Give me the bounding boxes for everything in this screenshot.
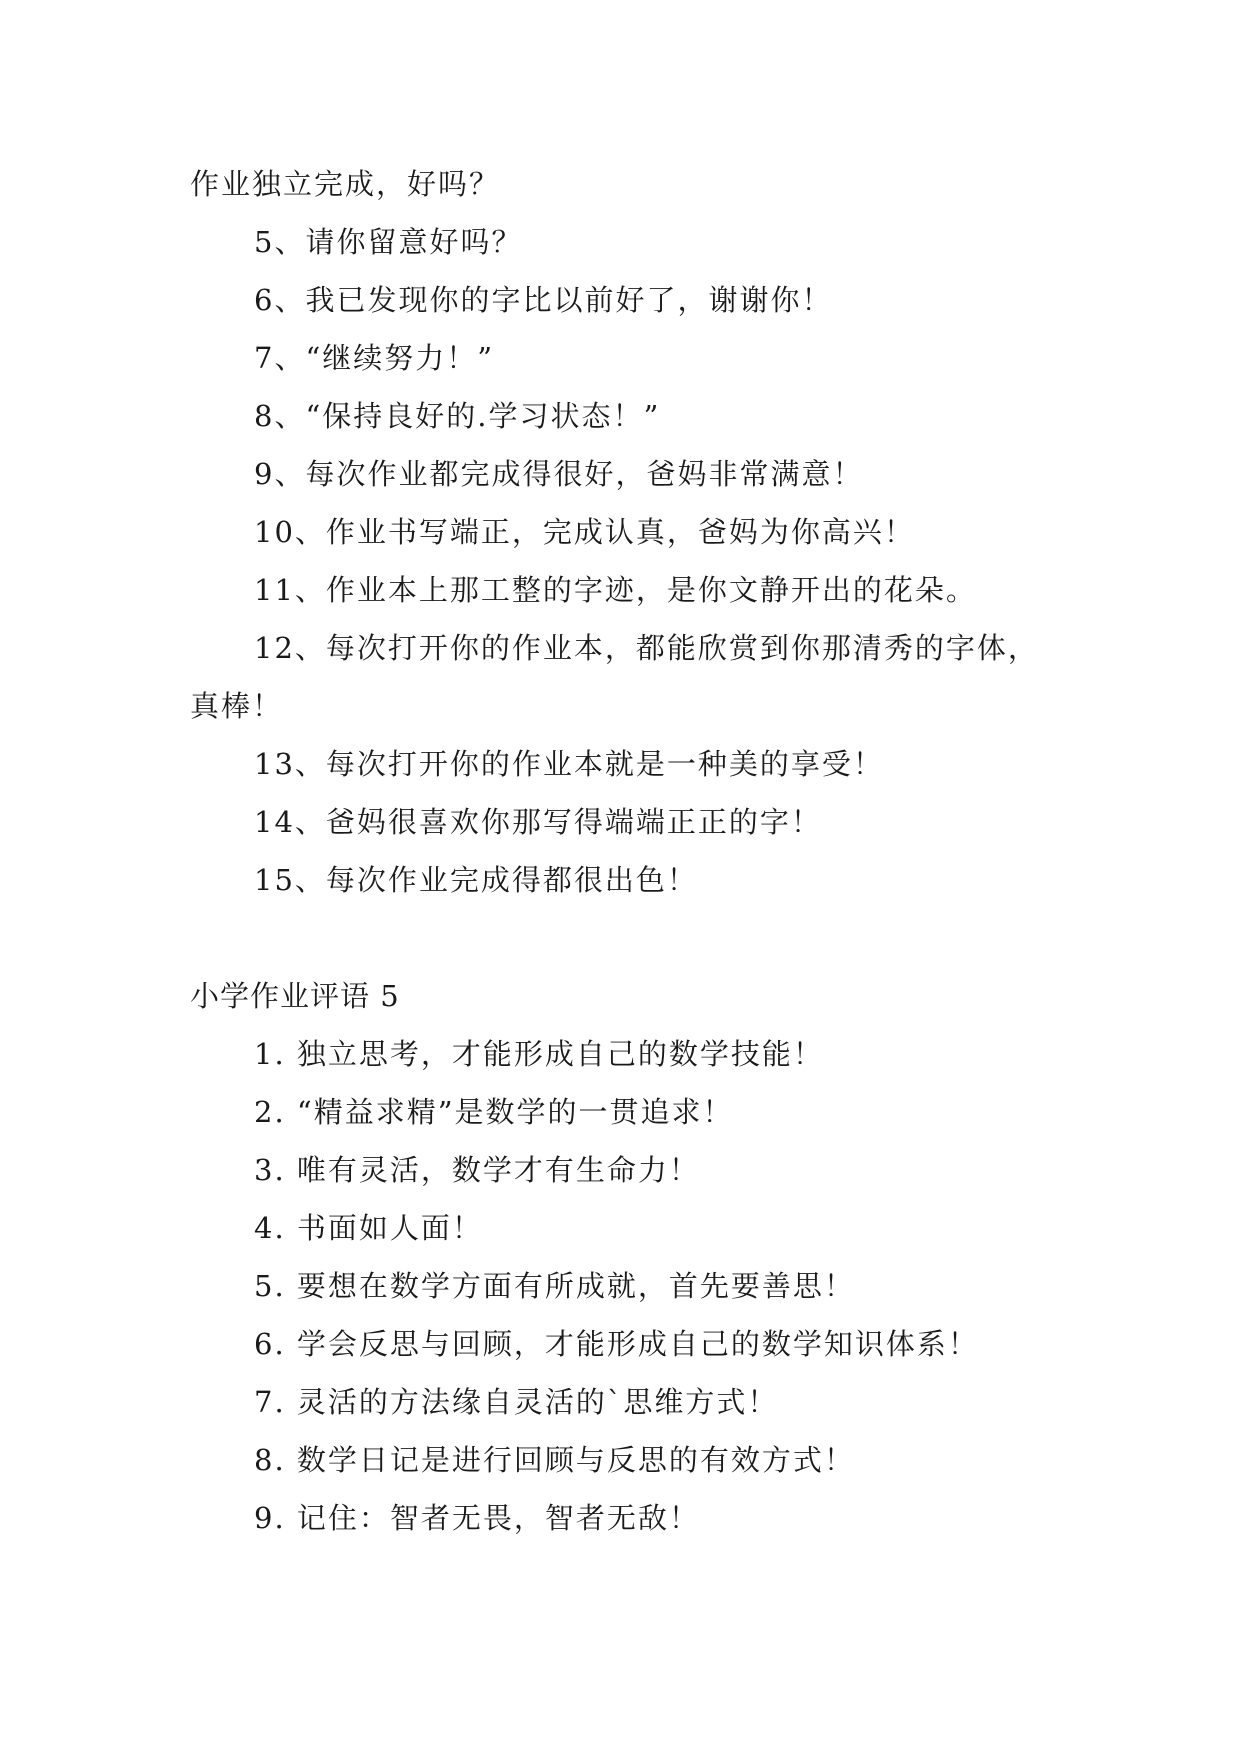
section-heading: 小学作业评语 5	[190, 979, 400, 1013]
list-item: 9、每次作业都完成得很好，爸妈非常满意！	[254, 457, 864, 491]
list-item: 13、每次打开你的作业本就是一种美的享受！	[254, 747, 884, 781]
list-item: 7、“继续努力！”	[254, 341, 495, 375]
list-item: 2. “精益求精”是数学的一贯追求！	[254, 1095, 734, 1129]
list-item: 11、作业本上那工整的字迹，是你文静开出的花朵。	[254, 573, 977, 607]
list-item: 4. 书面如人面！	[254, 1211, 483, 1245]
list-item: 9. 记住：智者无畏，智者无敌！	[254, 1501, 700, 1535]
list-item: 3. 唯有灵活，数学才有生命力！	[254, 1153, 700, 1187]
list-item: 8、“保持良好的.学习状态！”	[254, 399, 661, 433]
paragraph-continuation: 作业独立完成，好吗？	[190, 167, 501, 201]
list-item: 8. 数学日记是进行回顾与反思的有效方式！	[254, 1443, 855, 1477]
list-item: 1. 独立思考，才能形成自己的数学技能！	[254, 1037, 824, 1071]
list-item: 10、作业书写端正，完成认真，爸妈为你高兴！	[254, 515, 915, 549]
list-item-continuation: 真棒！	[190, 689, 284, 723]
list-item: 7. 灵活的方法缘自灵活的`思维方式！	[254, 1385, 779, 1419]
list-item: 5、请你留意好吗？	[254, 225, 523, 259]
list-item: 6、我已发现你的字比以前好了，谢谢你！	[254, 283, 833, 317]
list-item: 6. 学会反思与回顾，才能形成自己的数学知识体系！	[254, 1327, 979, 1361]
list-item: 12、每次打开你的作业本，都能欣赏到你那清秀的字体，	[254, 631, 1039, 665]
list-item: 14、爸妈很喜欢你那写得端端正正的字！	[254, 805, 822, 839]
list-item: 5. 要想在数学方面有所成就，首先要善思！	[254, 1269, 855, 1303]
list-item: 15、每次作业完成得都很出色！	[254, 863, 698, 897]
